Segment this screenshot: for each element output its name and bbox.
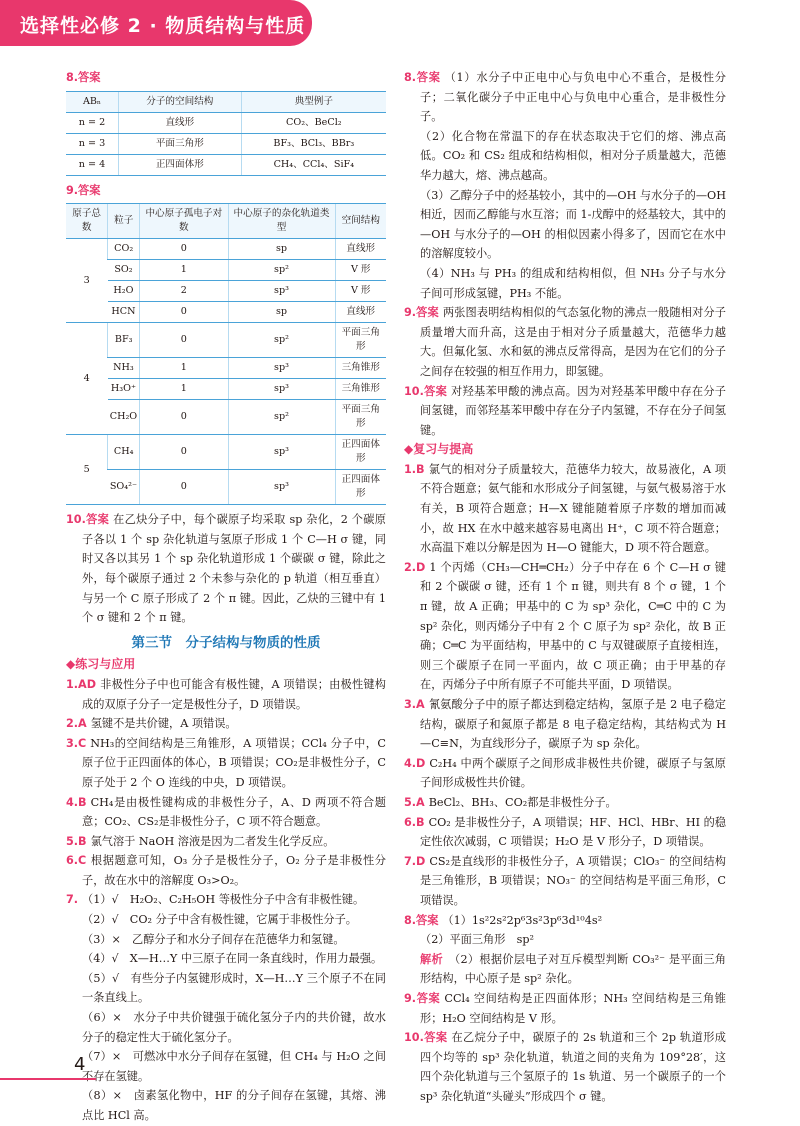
table-row [66,435,386,470]
answer-item [404,303,726,381]
left-column [66,68,386,1126]
answer-text: CS₂是直线形的非极性分子，A 项错误；ClO₃⁻ 的空间结构是三角锥形，B 项错误；NO₃⁻ 的空间结构是平面三角形，C 项错误。 [420,854,726,907]
table-cell: sp [228,239,335,260]
table-header: 中心原子的杂化轨道类型 [228,204,335,239]
section-title: 第三节 分子结构与物质的性质 [131,634,321,651]
sub-answer: （3）× 乙醇分子和水分子间存在范德华力和氢键。 [82,932,345,946]
table-cell: BF₃ [108,323,140,358]
table-header: 原子总数 [66,204,108,239]
answer-tag: 7.D [404,854,426,868]
chapter-header [0,0,312,46]
answer-text: BeCl₂、BH₃、CO₂都是非极性分子。 [428,795,617,809]
answer-text: 1 个丙烯（CH₃—CH═CH₂）分子中存在 6 个 C—H σ 键和 2 个碳碳 σ 键，还有 1 个 π 键，则共有 8 个 σ 键，1 个 π 键，故 A 正确；甲基中的 C 为 sp³ 杂化，C═C 中的 C 为 sp² 杂化，则丙烯分子中有 2 个 C 原子为 sp² 杂化，故 B 正确；C═C 为平面结构，甲基中的 C 与双键碳原子直接相连，则三个碳原子在同一平面内，故 C 项正确；由于甲基的存在，丙烯分子中所有原子不可能共平面，D 项错误。 [420,560,726,692]
answer-text: 非极性分子中也可能含有极性键，A 项错误；由极性键构成的双原子分子一定是极性分子，D 项错误。 [82,677,386,711]
table-cell: 平面三角形 [335,400,386,435]
answer-item [404,813,726,852]
answer-item [404,793,726,813]
answer-text: 氢键不是共价键，A 项错误。 [90,717,237,731]
sub-answer: （7）× 可燃冰中水分子间存在氢键，但 CH₄ 与 H₂O 之间不存在氢键。 [82,1050,386,1083]
sub-answer: （2）√ CO₂ 分子中含有极性键，它属于非极性分子。 [82,913,357,927]
answer-item [66,890,386,910]
answer-item [404,989,726,1028]
right-column [404,68,726,1106]
table-row [66,112,386,133]
table-row [66,154,386,175]
answer-item [404,1028,726,1106]
answer-10 [66,510,386,628]
table-cell: sp [228,302,335,323]
table-row [66,281,386,302]
table-cell: 3 [66,239,108,323]
table-cell: V 形 [335,281,386,302]
answer-text: 对羟基苯甲酸的沸点高。因为对羟基苯甲酸中存在分子间氢键，而邻羟基苯甲酸中存在分子内氢键，不存在分子间氢键。 [420,384,726,437]
answer-item [66,714,386,734]
answer-tag: 10.答案 [404,384,448,398]
table-cell: 三角锥形 [335,379,386,400]
answer-tag: 10.答案 [66,513,110,527]
answer-tag: 8.答案 [66,71,101,84]
table-cell: n = 3 [66,133,119,154]
answer-item [404,695,726,754]
answer-text: 在乙炔分子中，每个碳原子均采取 sp 杂化，2 个碳原子各以 1 个 sp 杂化轨道与氢原子形成 1 个 C—H σ 键，同时又各以其另 1 个 sp 杂化轨道形成 1 个碳碳 σ 键，除此之外，每个碳原子通过 2 个未参与杂化的 p 轨道（相互垂直）与另一个 C 原子形成了 2 个 π 键。因此，乙炔的三键中有 1 个 σ 键和 2 个 π 键。 [82,513,386,625]
table-cell: CH₄ [108,435,140,470]
subsection-title: ◆复习与提高 [404,442,474,457]
answer-item [404,382,726,441]
table-cell: 5 [66,435,108,505]
table-row [66,302,386,323]
table-cell: 1 [140,260,228,281]
table-cell: sp³ [228,281,335,302]
answer-text: 在乙烷分子中，碳原子的 2s 轨道和三个 2p 轨道形成四个均等的 sp³ 杂化轨道，轨道之间的夹角为 109°28′，这四个杂化轨道与三个氢原子的 1s 轨道、另一个碳原子的一个 sp³ 杂化轨道“头碰头”形成四个 σ 键。 [420,1031,726,1103]
answer-item [404,852,726,911]
answer-tag: 2.A [66,717,87,731]
table-cell: sp² [228,400,335,435]
table-header: 分子的空间结构 [119,91,242,112]
answer-tag: 9.答案 [66,183,101,197]
answer-text: 两张图表明结构相似的气态氢化物的沸点一般随相对分子质量增大而升高，这是由于相对分子质量越大，范德华力越大。但氟化氢、水和氨的沸点反常得高，是因为在它们的分子之间存在较强的相互作用力，即氢键。 [420,306,726,378]
table-header: ABₙ [66,91,119,112]
table-row [66,260,386,281]
table-cell: NH₃ [108,358,140,379]
table-cell: sp³ [228,470,335,505]
answer-tag: 3.C [66,736,87,750]
answer-text: 氯气的相对分子质量较大，范德华力较大，故易液化，A 项不符合题意；氨气能和水形成分子间氢键，与氨气极易溶于水有关，B 项符合题意；H—X 键能随着原子序数的增加而减小，故 HX 在水中越来越容易电离出 H⁺，C 项不符合题意；水高温下难以分解是因为 H—O 键能大，D 项不符合题意。 [420,462,726,555]
table-header: 空间结构 [335,204,386,239]
table-cell: n = 2 [66,112,119,133]
answer-tag: 5.B [66,834,87,848]
answer-tag: 1.B [404,462,425,476]
table-cell: sp³ [228,435,335,470]
table-cell: 平面三角形 [119,133,242,154]
table-row [66,358,386,379]
table-cell: H₂O [108,281,140,302]
answer-text: NH₃的空间结构是三角锥形，A 项错误；CCl₄ 分子中，C 原子位于正四面体的体心，B 项错误；CO₂是非极性分子，C 原子处于 2 个 O 连线的中央，D 项错误。 [82,736,386,789]
table-cell: 0 [140,400,228,435]
answer-tag: 7. [66,893,79,907]
sub-answer: （4）√ X—H…Y 中三原子在同一条直线时，作用力最强。 [82,952,383,966]
table-header: 典型例子 [241,91,386,112]
answer-tag: 5.A [404,795,425,809]
answer-tag: 4.B [66,795,87,809]
table-cell: 直线形 [335,302,386,323]
answer-text: （1）√ H₂O₂、C₂H₅OH 等极性分子中含有非极性键。 [82,893,365,907]
answer-item [404,558,726,695]
table-cell: 0 [140,435,228,470]
answer-text: 氯气溶于 NaOH 溶液是因为二者发生化学反应。 [90,834,335,848]
table-cell: 0 [140,239,228,260]
table-cell: 1 [140,358,228,379]
table-cell: HCN [108,302,140,323]
sub-answer: （4）NH₃ 与 PH₃ 的组成和结构相似，但 NH₃ 分子与水分子间可形成氢键，PH₃ 不能。 [420,266,726,300]
answer-text: （1）水分子中正电中心与负电中心不重合，是极性分子；二氧化碳分子中正电中心与负电中心重合，是非极性分子。 [420,71,726,124]
table-cell: V 形 [335,260,386,281]
answer-text: C₂H₄ 中两个碳原子之间形成非极性共价键，碳原子与氢原子间形成极性共价键。 [420,756,726,790]
table-header: 中心原子孤电子对数 [140,204,228,239]
answer-item [66,675,386,714]
table-cell: 直线形 [335,239,386,260]
answer-tag: 1.AD [66,677,96,691]
answer-tag: 8.答案 [404,913,439,927]
table-cell: BF₃、BCl₃、BBr₃ [241,133,386,154]
table-cell: 正四面体形 [119,154,242,175]
sub-answer: （2）平面三角形 sp² [420,933,535,947]
table-cell: 正四面体形 [335,470,386,505]
answer-tag: 9.答案 [404,991,441,1005]
table-cell: n = 4 [66,154,119,175]
answer-tag: 8.答案 [404,71,441,84]
answer-item [404,754,726,793]
table-cell: 0 [140,470,228,505]
answer-tag: 6.C [66,854,87,868]
table-cell: 0 [140,323,228,358]
answer-tag: 6.B [404,815,425,829]
table-cell: 正四面体形 [335,435,386,470]
table-cell: 0 [140,302,228,323]
table-cell: 1 [140,379,228,400]
vsepr-table [66,203,386,505]
answer-tag: 4.D [404,756,426,770]
answer-item [66,832,386,852]
table-cell: sp² [228,260,335,281]
sub-answer: （2）化合物在常温下的存在状态取决于它们的熔、沸点高低。CO₂ 和 CS₂ 组成和结构相似，相对分子质量越大，范德华力越大，熔、沸点越高。 [420,129,726,182]
subsection-title: ◆练习与应用 [66,657,136,672]
analysis-text: （2）根据价层电子对互斥模型判断 CO₃²⁻ 是平面三角形结构，中心原子是 sp² 杂化。 [420,952,726,986]
table-cell: 4 [66,323,108,435]
answer-text: （1）1s²2s²2p⁶3s²3p⁶3d¹⁰4s² [442,913,603,927]
answer-tag: 3.A [404,698,425,711]
table-row [66,400,386,435]
sub-answer: （3）乙醇分子中的烃基较小，其中的—OH 与水分子的—OH 相近，因而乙醇能与水互溶；而 1-戊醇中的烃基较大，其中的—OH 与水分子的—OH 的相似因素小得多了，因而它在水中的溶解度较小。 [420,188,726,261]
table-cell: 直线形 [119,112,242,133]
table-row [66,323,386,358]
table-cell: H₃O⁺ [108,379,140,400]
table-cell: sp² [228,323,335,358]
sub-answer: （8）× 卤素氢化物中，HF 的分子间存在氢键，其熔、沸点比 HCl 高。 [82,1089,386,1122]
answer-item [66,793,386,832]
page-number: 4 [74,1054,86,1075]
sub-answer: （6）× 水分子中共价键强于硫化氢分子内的共价键，故水分子的稳定性大于硫化氢分子。 [82,1011,386,1044]
chapter-title: 选择性必修 2 · 物质结构与性质 [20,15,306,37]
table-cell: CH₄、CCl₄、SiF₄ [241,154,386,175]
answer-text: CCl₄ 空间结构是正四面体形；NH₃ 空间结构是三角锥形；H₂O 空间结构是 V 形。 [420,991,726,1025]
abn-structure-table [66,91,386,176]
answer-text: 根据题意可知，O₃ 分子是极性分子，O₂ 分子是非极性分子，故在水中的溶解度 O₃>O₂。 [82,854,386,887]
answer-item [404,460,726,558]
table-cell: CO₂ [108,239,140,260]
table-cell: CH₂O [108,400,140,435]
answer-tag: 2.D [404,560,426,574]
table-cell: CO₂、BeCl₂ [241,112,386,133]
table-row [66,239,386,260]
answer-text: CO₂ 是非极性分子，A 项错误；HF、HCl、HBr、HI 的稳定性依次减弱，C 项错误；H₂O 是 V 形分子，D 项错误。 [420,815,726,849]
table-cell: 2 [140,281,228,302]
answer-item [404,911,726,931]
table-cell: sp³ [228,379,335,400]
answer-tag: 9.答案 [404,306,439,320]
answer-tag: 10.答案 [404,1031,448,1045]
sub-answer: （5）√ 有些分子内氢键形成时，X—H…Y 三个原子不在同一条直线上。 [82,971,386,1005]
table-cell: sp³ [228,358,335,379]
table-row [66,470,386,505]
answer-item [66,851,386,890]
answer-text: CH₄是由极性键构成的非极性分子，A、D 两项不符合题意；CO₂、CS₂是非极性分子，C 项不符合题意。 [82,795,386,829]
analysis [404,950,726,989]
table-cell: 平面三角形 [335,323,386,358]
table-cell: 三角锥形 [335,358,386,379]
table-cell: SO₄²⁻ [108,470,140,505]
table-row [66,133,386,154]
answer-item [404,68,726,127]
table-cell: SO₂ [108,260,140,281]
table-row [66,379,386,400]
answer-item [66,734,386,793]
table-header: 粒子 [108,204,140,239]
analysis-tag: 解析 [420,951,443,966]
answer-text: 氰氨酸分子中的原子都达到稳定结构，氢原子是 2 电子稳定结构，碳原子和氮原子都是 8 电子稳定结构，其结构式为 H—C≡N，为直线形分子，碳原子为 sp 杂化。 [420,698,726,751]
